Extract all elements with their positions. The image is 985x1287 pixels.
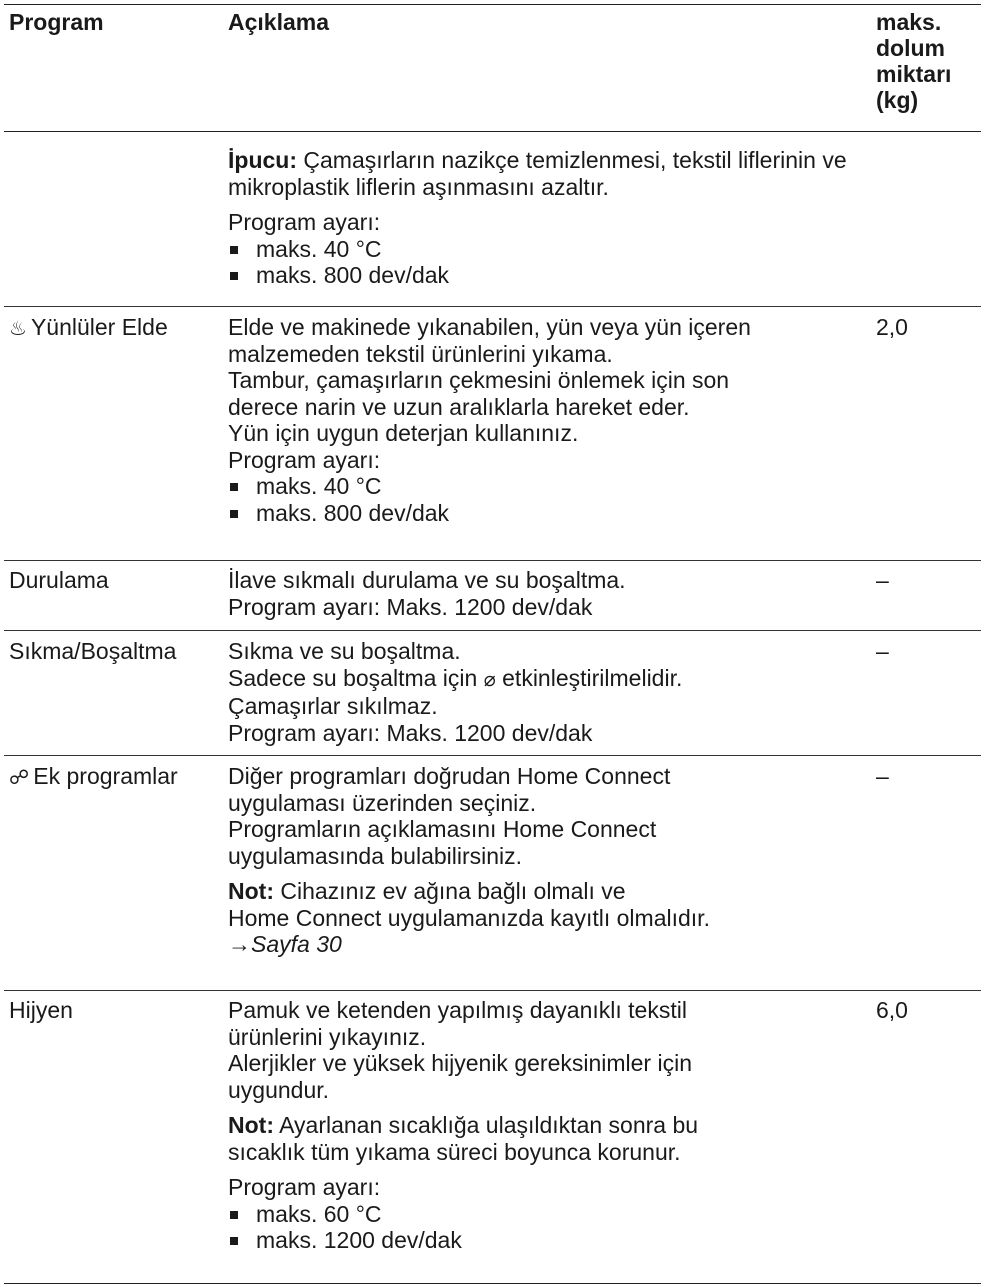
note-line — [228, 878, 853, 905]
description-line: Alerjikler ve yüksek hijyenik gereksinimler için — [228, 1050, 692, 1076]
page-reference-link[interactable]: →Sayfa 30 — [228, 931, 342, 957]
load-value: – — [876, 763, 889, 789]
remote-app-icon: ☍ — [9, 767, 30, 789]
description-line: uygundur. — [228, 1076, 330, 1103]
header-load-line: dolum — [876, 35, 945, 61]
setting-bullet: maks. 1200 dev/dak — [228, 1227, 853, 1254]
hand-wash-icon: ♨ — [9, 318, 27, 340]
description-cell — [228, 567, 853, 620]
description-line: malzemeden tekstil ürünlerini yıkama. — [228, 340, 613, 367]
header-description: Açıklama — [228, 9, 330, 35]
setting-bullet: maks. 40 °C — [228, 236, 853, 263]
note-text: Cihazınız ev ağına bağlı olmalı ve — [280, 878, 626, 904]
settings-label: Program ayarı: — [228, 209, 381, 235]
description-cell — [228, 997, 853, 1254]
row-divider — [4, 306, 981, 307]
header-program: Program — [9, 9, 104, 35]
row-divider — [4, 630, 981, 631]
load-value: – — [876, 638, 889, 664]
setting-bullet: maks. 60 °C — [228, 1201, 853, 1228]
note-label: Not: — [228, 1112, 274, 1138]
description-cell — [228, 147, 853, 289]
description-line: uygulamasında bulabilirsiniz. — [228, 842, 523, 869]
description-line: Tambur, çamaşırların çekmesini önlemek için son — [228, 367, 730, 393]
tip-text: Çamaşırların nazikçe temizlenmesi, tekstil liflerinin ve mikroplastik liflerin aşınmasını azaltır. — [228, 147, 847, 200]
description-text: Sadece su boşaltma için — [228, 664, 478, 691]
program-cell — [9, 763, 178, 790]
description-line: İlave sıkmalı durulama ve su boşaltma. — [228, 567, 626, 593]
load-value: – — [876, 567, 889, 593]
tip-label: İpucu: — [228, 147, 297, 173]
header-max-load — [876, 9, 981, 113]
description-line: Program ayarı: Maks. 1200 dev/dak — [228, 593, 593, 620]
program-name: Yünlüler Elde — [30, 314, 168, 340]
load-value: 2,0 — [876, 314, 908, 340]
header-load-line: miktarı — [876, 61, 952, 87]
load-value: 6,0 — [876, 997, 908, 1023]
note-line: Home Connect uygulamanızda kayıtlı olmalıdır. — [228, 904, 710, 931]
description-text: etkinleştirilmelidir. — [502, 664, 683, 691]
program-name: Sıkma/Boşaltma — [9, 638, 177, 664]
description-line: Çamaşırlar sıkılmaz. — [228, 693, 438, 719]
row-divider — [4, 755, 981, 756]
description-line: uygulaması üzerinden seçiniz. — [228, 789, 537, 816]
description-line — [228, 665, 853, 694]
description-cell — [228, 638, 853, 746]
description-line: ürünlerini yıkayınız. — [228, 1023, 427, 1050]
note-line — [228, 1112, 853, 1139]
description-line: derece narin ve uzun aralıklarla hareket eder. — [228, 393, 690, 420]
settings-label: Program ayarı: — [228, 1174, 381, 1200]
note-text: Ayarlanan sıcaklığa ulaşıldıktan sonra bu — [279, 1112, 699, 1138]
description-line: Elde ve makinede yıkanabilen, yün veya yün içeren — [228, 314, 751, 340]
note-line: sıcaklık tüm yıkama süreci boyunca korunur. — [228, 1138, 681, 1165]
description-cell — [228, 314, 853, 526]
setting-bullet: maks. 800 dev/dak — [228, 262, 853, 289]
program-name: Durulama — [9, 567, 109, 593]
header-load-line: maks. — [876, 9, 942, 35]
no-spin-icon: ⌀ — [483, 668, 496, 691]
description-line: Yün için uygun deterjan kullanınız. — [228, 420, 579, 446]
program-name: Hijyen — [9, 997, 73, 1023]
description-line: Sıkma ve su boşaltma. — [228, 638, 461, 664]
setting-bullet: maks. 800 dev/dak — [228, 500, 853, 527]
note-label: Not: — [228, 878, 274, 904]
description-cell — [228, 763, 853, 958]
program-name: Ek programlar — [33, 763, 178, 789]
header-load-line: (kg) — [876, 87, 919, 113]
setting-bullet: maks. 40 °C — [228, 473, 853, 500]
tip-paragraph — [228, 147, 853, 200]
table-bottom-rule — [4, 1283, 981, 1284]
description-line: Programların açıklamasını Home Connect — [228, 816, 657, 842]
settings-label: Program ayarı: — [228, 446, 381, 473]
row-divider — [4, 990, 981, 991]
row-divider — [4, 560, 981, 561]
program-cell — [9, 314, 168, 341]
table-top-rule — [4, 4, 981, 5]
header-rule — [4, 131, 981, 132]
description-line: Pamuk ve ketenden yapılmış dayanıklı tekstil — [228, 997, 687, 1023]
description-line: Diğer programları doğrudan Home Connect — [228, 763, 671, 789]
description-line: Program ayarı: Maks. 1200 dev/dak — [228, 719, 593, 746]
